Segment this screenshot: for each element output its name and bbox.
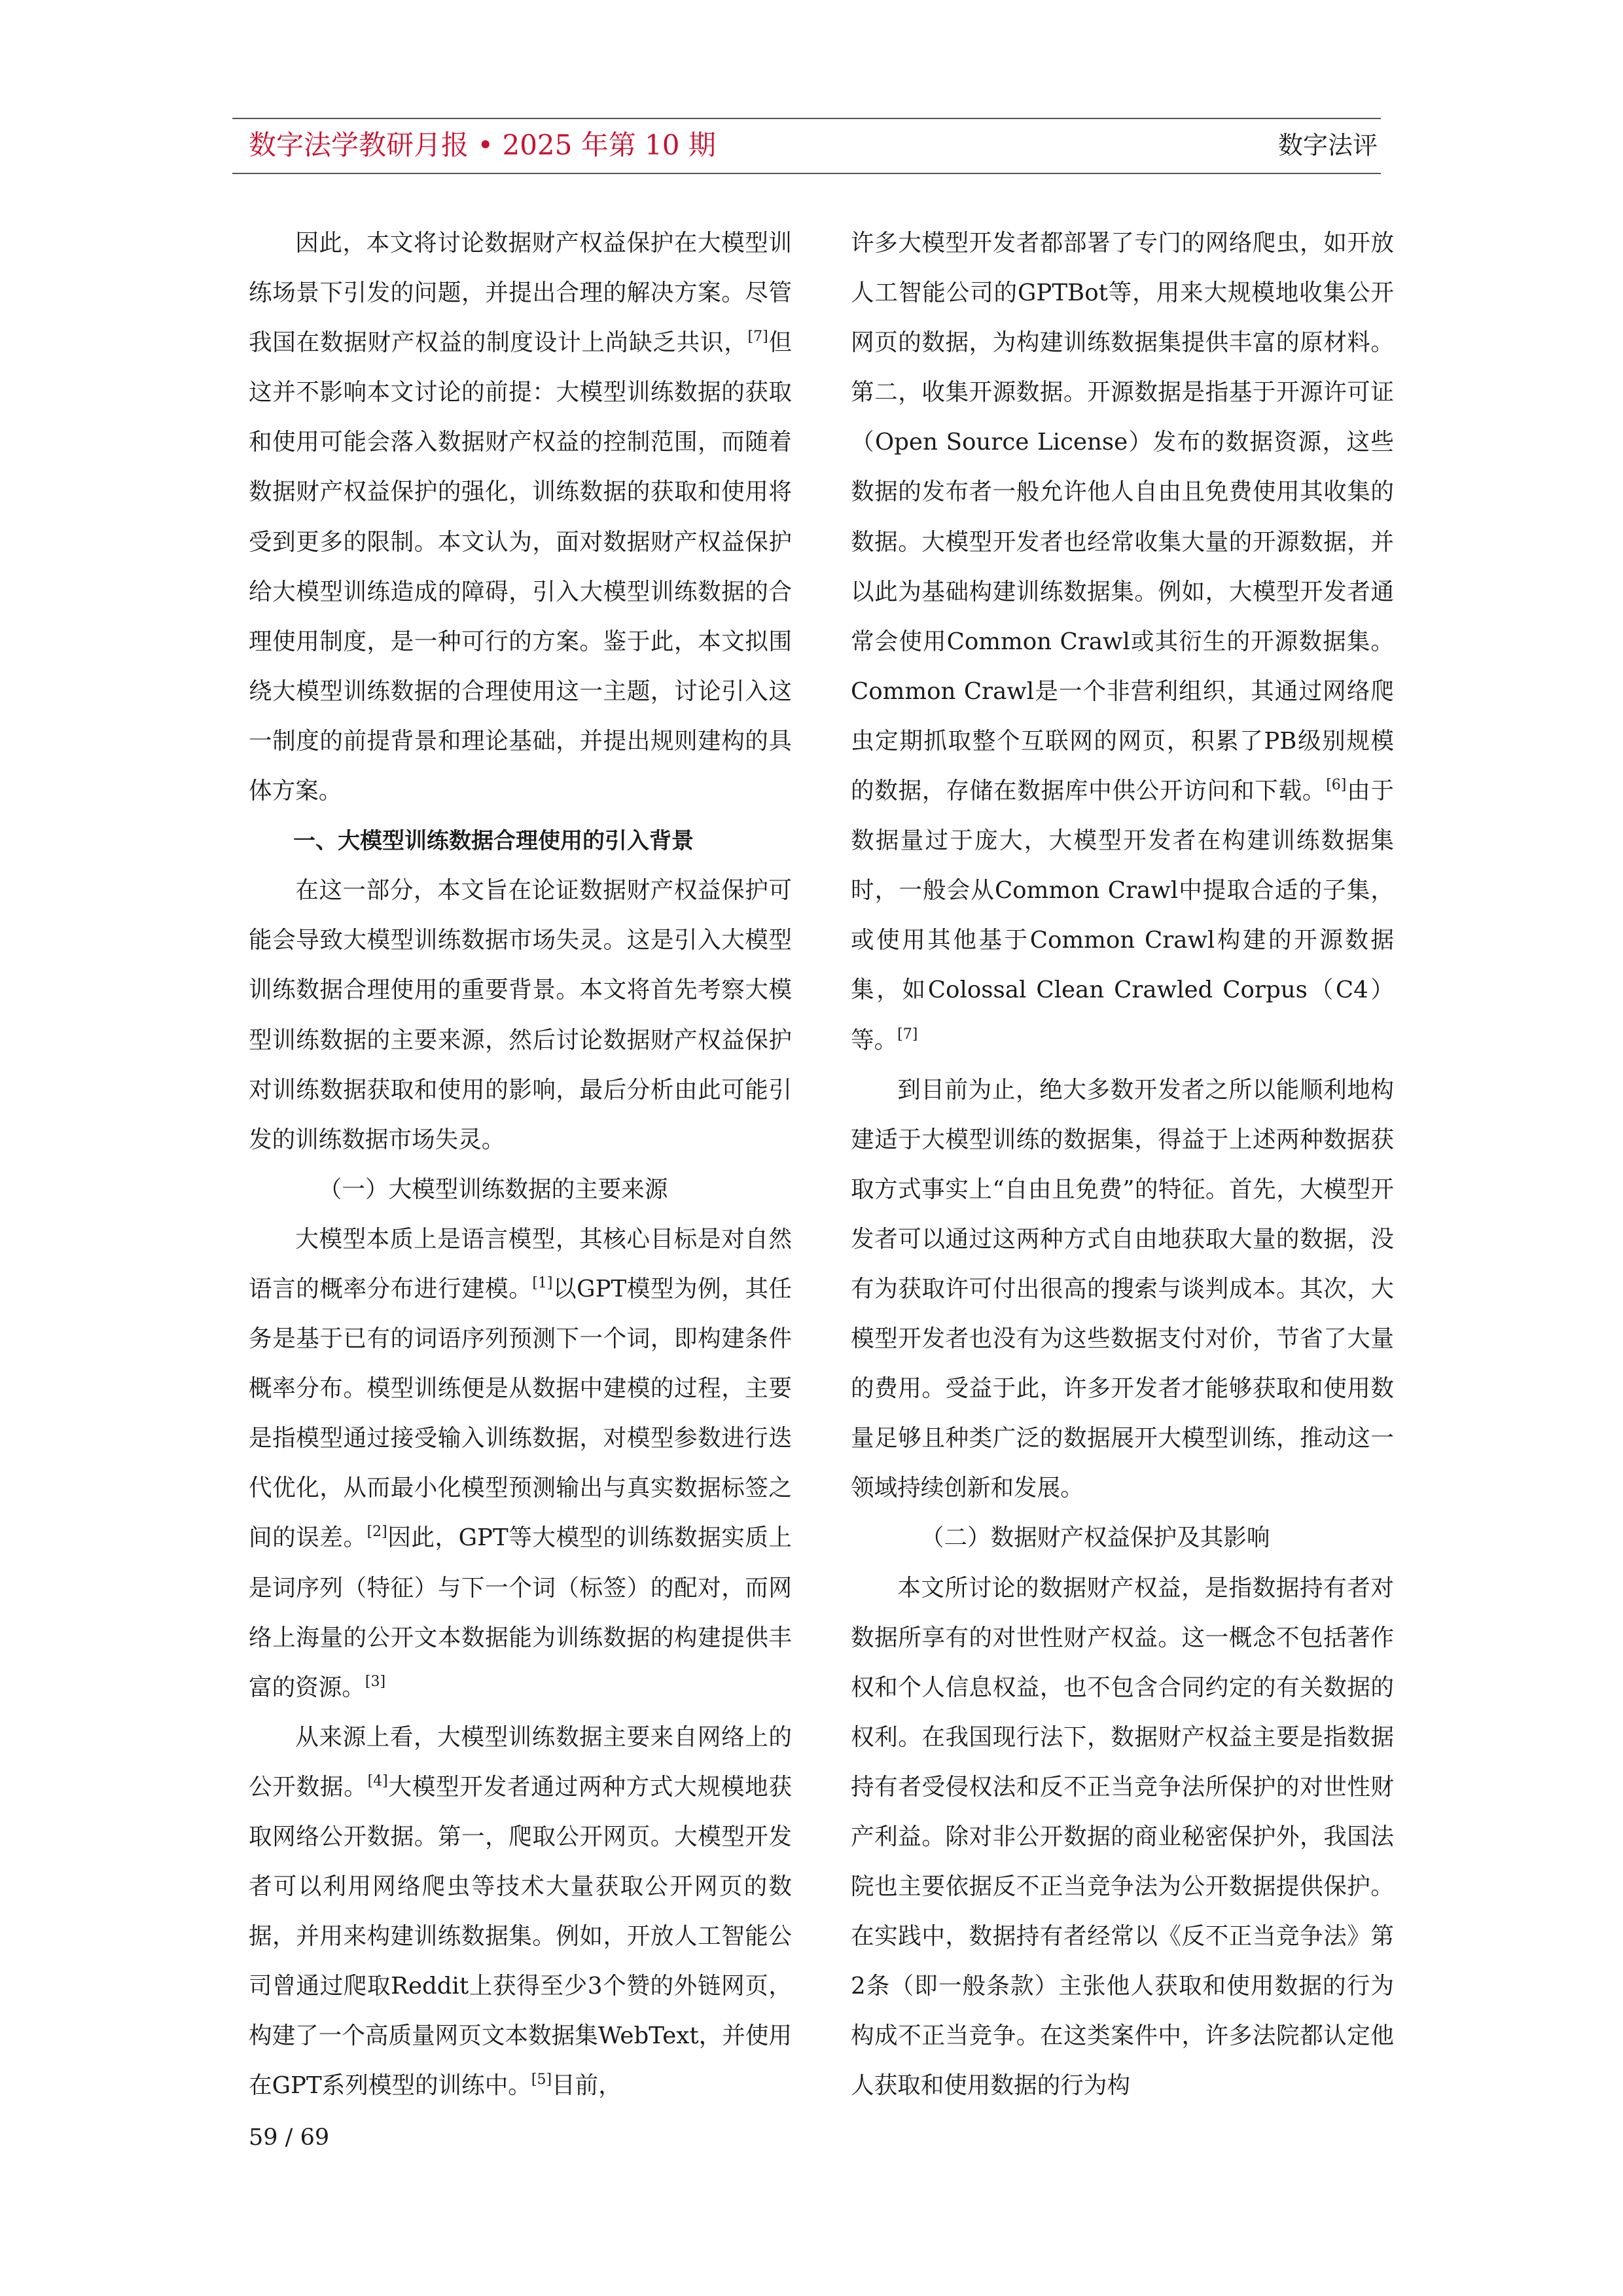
header-bottom-rule — [232, 173, 1381, 174]
paragraph: 在这一部分，本文旨在论证数据财产权益保护可能会导致大模型训练数据市场失灵。这是引入大模型训练数据合理使用的重要背景。本文将首先考察大模型训练数据的主要来源，然后讨论数据财产权益保护对训练数据获取和使用的影响，最后分析由此可能引发的训练数据市场失灵。 — [249, 877, 792, 1153]
footnote-ref[interactable]: [4] — [367, 1772, 388, 1789]
paragraph: 从来源上看，大模型训练数据主要来自网络上的公开数据。[4]大模型开发者通过两种方式大规模地获取网络公开数据。第一，爬取公开网页。大模型开发者可以利用网络爬虫等技术大量获取公开网页的数据，并用来构建训练数据集。例如，开放人工智能公司曾通过爬取Reddit上获得至少3个赞的外链网页，构建了一个高质量网页文本数据集WebText，并使用在GPT系列模型的训练中。[5]目前， — [249, 1723, 793, 2100]
journal-header: 数字法学教研月报 • 2025 年第 10 期 — [249, 129, 716, 161]
section-heading: 一、大模型训练数据合理使用的引入背景 — [293, 828, 694, 855]
paragraph: 许多大模型开发者都部署了专门的网络爬虫，如开放人工智能公司的GPTBot等，用来大规模地收集公开网页的数据，为构建训练数据集提供丰富的原材料。第二，收集开源数据。开源数据是指基于开源许可证（Open Source License）发布的数据资源，这些数据的发布者一般允许他人自由且免费使用其收集的数据。大模型开发者也经常收集大量的开源数据，并以此为基础构建训练数据集。例如，大模型开发者通常会使用Common Crawl或其衍生的开源数据集。Common Crawl是一个非营利组织，其通过网络爬虫定期抓取整个互联网的网页，积累了PB级别规模的数据，存储在数据库中供公开访问和下载。[6]由于数据量过于庞大，大模型开发者在构建训练数据集时，一般会从Common Crawl中提取合适的子集，或使用其他基于Common Crawl构建的开源数据集，如Colossal Clean Crawled Corpus（C4）等。[7] — [851, 230, 1395, 1054]
paragraph: 大模型本质上是语言模型，其核心目标是对自然语言的概率分布进行建模。[1]以GPT模型为例，其任务是基于已有的词语序列预测下一个词，即构建条件概率分布。模型训练便是从数据中建模的过程，主要是指模型通过接受输入训练数据，对模型参数进行迭代优化，从而最小化模型预测输出与真实数据标签之间的误差。[2]因此，GPT等大模型的训练数据实质上是词序列（特征）与下一个词（标签）的配对，而网络上海量的公开文本数据能为训练数据的构建提供丰富的资源。[3] — [249, 1225, 793, 1701]
footnote-ref[interactable]: [3] — [365, 1673, 386, 1690]
footnote-ref[interactable]: [1] — [532, 1274, 553, 1291]
subsection-heading: （一）大模型训练数据的主要来源 — [318, 1175, 668, 1203]
header-top-rule — [232, 118, 1381, 119]
paragraph: 到目前为止，绝大多数开发者之所以能顺利地构建适于大模型训练的数据集，得益于上述两种数据获取方式事实上“自由且免费”的特征。首先，大模型开发者可以通过这两种方式自由地获取大量的数据，没有为获取许可付出很高的搜索与谈判成本。其次，大模型开发者也没有为这些数据支付对价，节省了大量的费用。受益于此，许多开发者才能够获取和使用数量足够且种类广泛的数据展开大模型训练，推动这一领域持续创新和发展。 — [851, 1076, 1394, 1502]
subsection-heading: （二）数据财产权益保护及其影响 — [920, 1524, 1270, 1552]
footnote-ref[interactable]: [5] — [531, 2072, 552, 2089]
page-number: 59 / 69 — [249, 2125, 330, 2151]
column-header: 数字法评 — [1277, 131, 1378, 160]
right-column — [851, 219, 1394, 2111]
footnote-ref[interactable]: [6] — [1326, 777, 1347, 794]
paragraph: 因此，本文将讨论数据财产权益保护在大模型训练场景下引发的问题，并提出合理的解决方案。尽管我国在数据财产权益的制度设计上尚缺乏共识，[7]但这并不影响本文讨论的前提：大模型训练数据的获取和使用可能会落入数据财产权益的控制范围，而随着数据财产权益保护的强化，训练数据的获取和使用将受到更多的限制。本文认为，面对数据财产权益保护给大模型训练造成的障碍，引入大模型训练数据的合理使用制度，是一种可行的方案。鉴于此，本文拟围绕大模型训练数据的合理使用这一主题，讨论引入这一制度的前提背景和理论基础，并提出规则建构的具体方案。 — [249, 230, 792, 805]
left-column — [249, 219, 792, 2111]
footnote-ref[interactable]: [2] — [366, 1524, 387, 1541]
footnote-ref[interactable]: [7] — [747, 329, 768, 346]
paragraph: 本文所讨论的数据财产权益，是指数据持有者对数据所享有的对世性财产权益。这一概念不包括著作权和个人信息权益，也不包含合同约定的有关数据的权利。在我国现行法下，数据财产权益主要是指数据持有者受侵权法和反不正当竞争法所保护的对世性财产利益。除对非公开数据的商业秘密保护外，我国法院也主要依据反不正当竞争法为公开数据提供保护。在实践中，数据持有者经常以《反不正当竞争法》第2条（即一般条款）主张他人获取和使用数据的行为构成不正当竞争。在这类案件中，许多法院都认定他人获取和使用数据的行为构 — [851, 1574, 1394, 2100]
footnote-ref[interactable]: [7] — [897, 1026, 918, 1043]
